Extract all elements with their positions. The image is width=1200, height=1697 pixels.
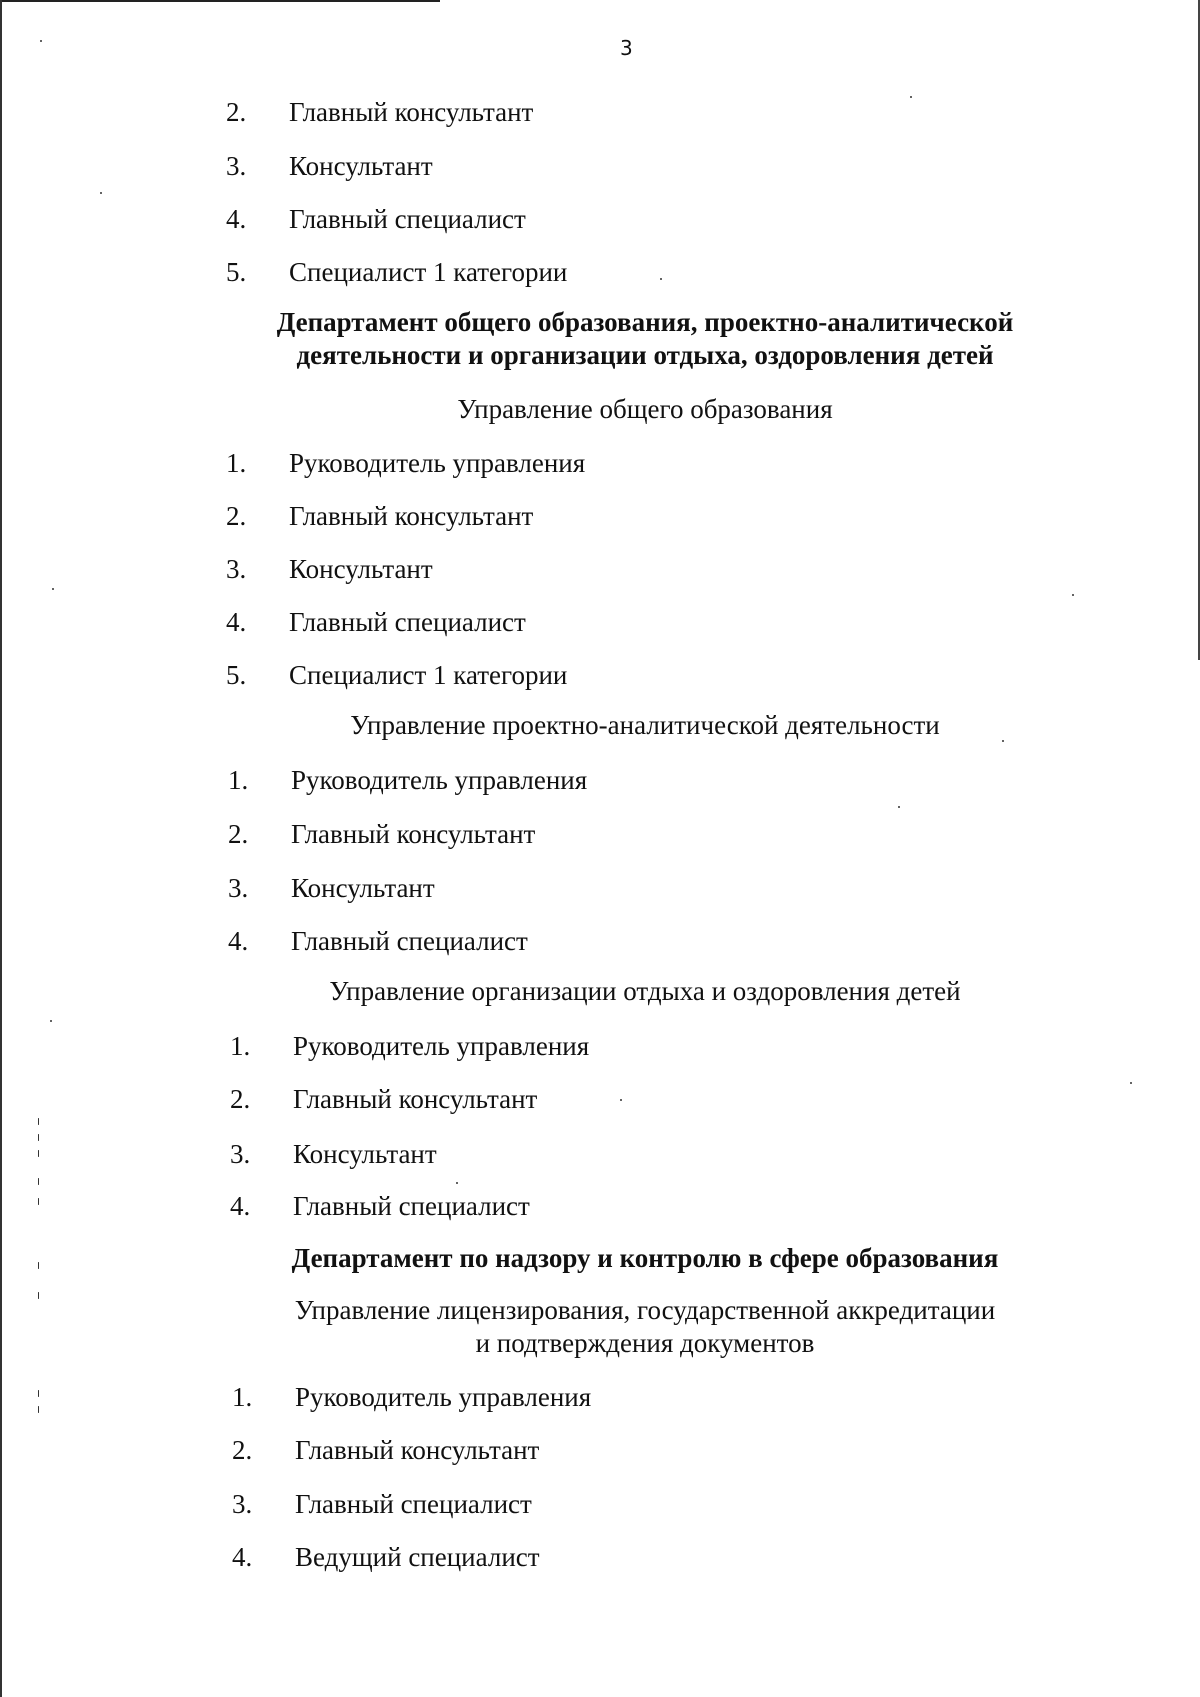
scan-speck <box>1072 594 1074 596</box>
item-text: Главный специалист <box>291 926 528 956</box>
department-heading: Департамент по надзору и контролю в сфере образования <box>291 1243 999 1273</box>
item-text: Главный специалист <box>295 1489 532 1519</box>
item-text: Консультант <box>289 151 433 181</box>
scan-speck <box>52 588 54 590</box>
item-number: 2. <box>232 1435 253 1465</box>
scan-speck <box>38 1390 39 1397</box>
unit-heading: Управление организации отдыха и оздоровления детей <box>329 976 961 1006</box>
scan-speck <box>40 40 42 42</box>
item-number: 3. <box>230 1139 251 1169</box>
item-number: 3. <box>226 151 247 181</box>
item-text: Руководитель управления <box>295 1382 592 1412</box>
scan-speck <box>38 1262 39 1269</box>
item-number: 4. <box>226 607 247 637</box>
item-text: Главный специалист <box>289 607 526 637</box>
item-number: 2. <box>228 819 249 849</box>
scan-border-top <box>0 0 440 2</box>
item-text: Главный консультант <box>291 819 536 849</box>
item-text: Руководитель управления <box>289 448 586 478</box>
scan-speck <box>38 1178 39 1185</box>
item-number: 4. <box>228 926 249 956</box>
item-text: Главный специалист <box>293 1191 530 1221</box>
item-text: Главный консультант <box>295 1435 540 1465</box>
unit-heading: Управление проектно-аналитической деятельности <box>350 710 940 740</box>
scan-speck <box>1130 1082 1132 1084</box>
item-number: 1. <box>228 765 249 795</box>
page-number: 3 <box>620 36 633 60</box>
item-number: 2. <box>230 1084 251 1114</box>
item-text: Консультант <box>291 873 435 903</box>
item-number: 4. <box>230 1191 251 1221</box>
item-text: Главный консультант <box>289 501 534 531</box>
scan-speck <box>38 1292 39 1299</box>
scan-speck <box>38 1118 39 1125</box>
scan-speck <box>660 278 662 280</box>
item-number: 1. <box>226 448 247 478</box>
item-number: 4. <box>232 1542 253 1572</box>
scan-speck <box>38 1150 39 1157</box>
scan-speck <box>38 1198 39 1205</box>
item-text: Главный консультант <box>293 1084 538 1114</box>
item-text: Главный специалист <box>289 204 526 234</box>
item-number: 1. <box>232 1382 253 1412</box>
item-number: 4. <box>226 204 247 234</box>
scan-speck <box>910 96 912 98</box>
item-number: 3. <box>228 873 249 903</box>
item-text: Ведущий специалист <box>295 1542 540 1572</box>
unit-heading: Управление общего образования <box>457 394 833 424</box>
item-text: Специалист 1 категории <box>289 660 568 690</box>
item-number: 5. <box>226 257 247 287</box>
scan-speck <box>898 806 900 808</box>
scan-speck <box>38 1406 39 1413</box>
item-number: 5. <box>226 660 247 690</box>
item-number: 2. <box>226 501 247 531</box>
unit-heading-line-1: Управление лицензирования, государственной аккредитации <box>294 1295 996 1325</box>
item-text: Консультант <box>289 554 433 584</box>
scan-speck <box>100 192 102 194</box>
item-text: Специалист 1 категории <box>289 257 568 287</box>
scan-speck <box>50 1020 52 1022</box>
scan-speck <box>38 1134 39 1141</box>
item-text: Главный консультант <box>289 97 534 127</box>
item-number: 2. <box>226 97 247 127</box>
item-text: Руководитель управления <box>293 1031 590 1061</box>
unit-heading-line-2: и подтверждения документов <box>475 1328 815 1358</box>
item-number: 1. <box>230 1031 251 1061</box>
scan-speck <box>456 1182 458 1184</box>
scan-border-left <box>0 0 2 1697</box>
department-heading-line-1: Департамент общего образования, проектно-аналитической <box>276 307 1014 337</box>
scan-speck <box>1002 740 1004 742</box>
item-text: Консультант <box>293 1139 437 1169</box>
department-heading-line-2: деятельности и организации отдыха, оздоровления детей <box>296 340 994 370</box>
scan-speck <box>620 1099 622 1101</box>
item-number: 3. <box>226 554 247 584</box>
item-number: 3. <box>232 1489 253 1519</box>
item-text: Руководитель управления <box>291 765 588 795</box>
